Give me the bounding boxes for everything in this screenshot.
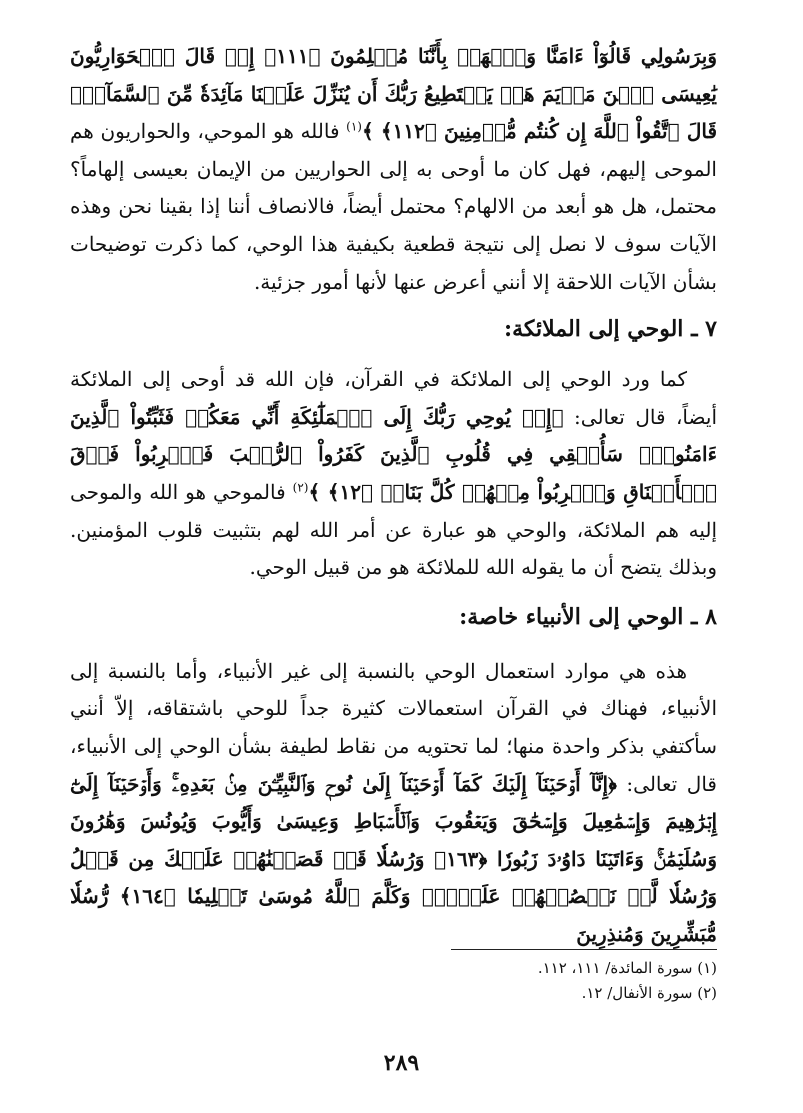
- page-number: ٢٨٩: [383, 1050, 420, 1076]
- commentary-text: فالله هو الموحي، والحواريون هم الموحى إليهم، فهل كان ما أوحى به إلى الحواريين من الإيمان بعيسى إلهاماً؟ محتمل، هل هو أبعد من الالهام؟ محتمل أيضاً، فالانصاف أننا إذا بقينا نحن وهذه الآيات سوف لا نصل إلى نتيجة قطعية بكيفية هذا الوحي، كما ذكرت توضيحات بشأن الآيات اللاحقة إلا أنني أعرض عنها لأنها أمور جزئية.: [70, 119, 717, 294]
- quran-verse-nisa: ﴿إِنَّآ أَوۡحَيۡنَآ إِلَيۡكَ كَمَآ أَوۡحَيۡنَآ إِلَىٰ نُوحٖ وَٱلنَّبِيِّـۧنَ مِنۢ بَعۡدِهِۦۚ وَأَوۡحَيۡنَآ إِلَىٰٓ إِبۡرَٰهِيمَ وَإِسۡمَٰعِيلَ وَإِسۡحَٰقَ وَيَعۡقُوبَ وَٱلۡأَسۡبَاطِ وَعِيسَىٰ وَأَيُّوبَ وَيُونُسَ وَهَٰرُونَ وَسُلَيۡمَٰنَۚ وَءَاتَيۡنَا دَاوُۥدَ زَبُورٗا ﴿١٦٣﴾ وَرُسُلٗا قَدۡ قَصَصۡنَٰهُمۡ عَلَيۡكَ مِن قَبۡلُ وَرُسُلٗا لَّمۡ نَقۡصُصۡهُمۡ عَلَيۡكَۚ وَكَلَّمَ ٱللَّهُ مُوسَىٰ تَكۡلِيمٗا ﴿١٦٤﴾ رُّسُلٗا مُّبَشِّرِينَ وَمُنذِرِينَ: [70, 771, 718, 946]
- section-8-paragraph: [70, 653, 717, 954]
- footnote-ref-2: (٢): [292, 480, 309, 495]
- section-7-text: فالموحي هو الله والموحى إليه هم الملائكة، والوحي هو عبارة عن أمر الله لهم بتثبيت قلوب المؤمنين. وبذلك يتضح أن ما يقوله الله للملائكة هو من قبيل الوحي.: [70, 479, 717, 580]
- section-8-heading: ٨ ـ الوحي إلى الأنبياء خاصة:: [459, 603, 717, 630]
- page-body: [70, 38, 717, 1113]
- top-paragraph: [70, 38, 717, 301]
- section-8-intro: هذه هي موارد استعمال الوحي بالنسبة إلى غير الأنبياء، وأما بالنسبة إلى الأنبياء، فهناك في القرآن استعمالات كثيرة جداً للوحي باشتقاقه، إلاّ أنني سأكتفي بذكر واحدة منها؛ لما تحتويه من نقاط لطيفة بشأن الوحي إلى الأنبياء، قال تعالى:: [70, 658, 717, 796]
- footnote-divider: [451, 949, 717, 950]
- section-7-paragraph: [70, 361, 717, 587]
- footnote-2: (٢) سورة الأنفال/ ١٢.: [581, 984, 717, 1002]
- footnote-ref-1: (١): [346, 119, 362, 134]
- footnote-1: (١) سورة المائدة/ ١١١، ١١٢.: [537, 959, 717, 977]
- section-7-heading: ٧ ـ الوحي إلى الملائكة:: [503, 316, 717, 343]
- quran-verse-maidah: وَبِرَسُولِي قَالُوٓاْ ءَامَنَّا وَٱشۡهَدۡ بِأَنَّنَا مُسۡلِمُونَ ﴿١١١﴾ إِذۡ قَالَ ٱلۡحَوَارِيُّونَ يَٰعِيسَى ٱبۡنَ مَرۡيَمَ هَلۡ يَسۡتَطِيعُ رَبُّكَ أَن يُنَزِّلَ عَلَيۡنَا مَآئِدَةٗ مِّنَ ٱلسَّمَآءِۖ قَالَ ٱتَّقُواْ ٱللَّهَ إِن كُنتُم مُّؤۡمِنِينَ ﴿١١٢﴾ ﴾: [70, 44, 717, 144]
- quran-verse-anfal: ﴿إِذۡ يُوحِي رَبُّكَ إِلَى ٱلۡمَلَٰٓئِكَةِ أَنِّي مَعَكُمۡ فَثَبِّتُواْ ٱلَّذِينَ ءَامَنُواْۚ سَأُلۡقِي فِي قُلُوبِ ٱلَّذِينَ كَفَرُواْ ٱلرُّعۡبَ فَٱضۡرِبُواْ فَوۡقَ ٱلۡأَعۡنَاقِ وَٱضۡرِبُواْ مِنۡهُمۡ كُلَّ بَنَانٖ ﴿١٢﴾ ﴾: [70, 404, 718, 504]
- section-7-intro: كما ورد الوحي إلى الملائكة في القرآن، فإن الله قد أوحى إلى الملائكة أيضاً، قال تعالى:: [70, 367, 717, 429]
- footnotes: [317, 956, 717, 1006]
